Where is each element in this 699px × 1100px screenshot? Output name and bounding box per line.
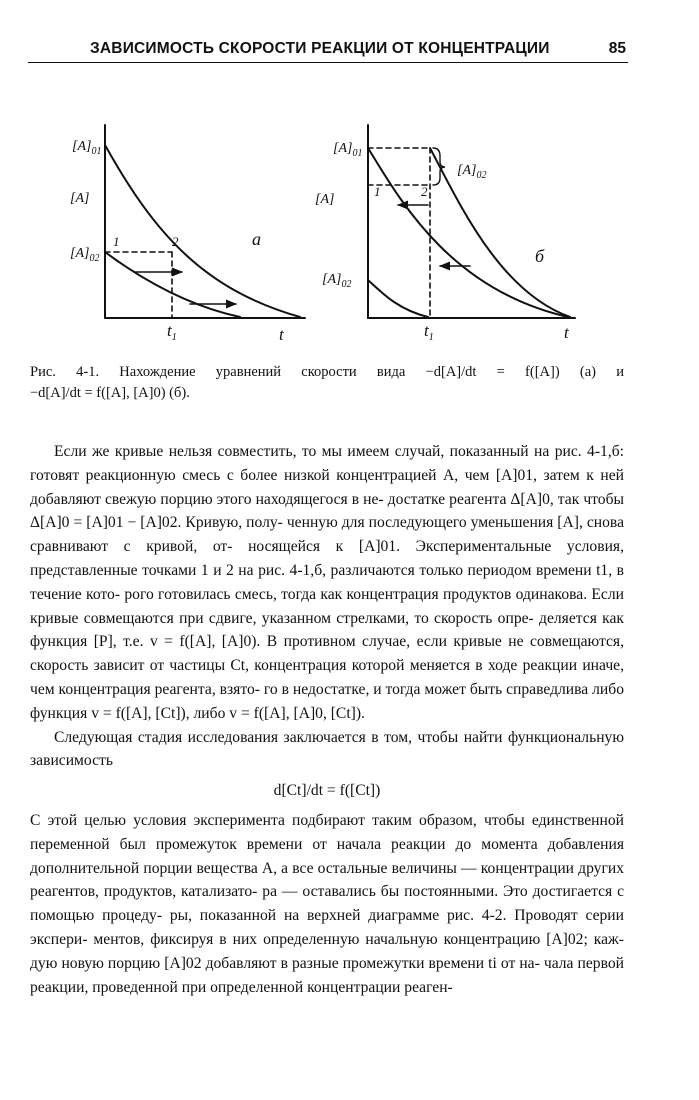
line: кривые не совмещаются, скорость зависит от частицы Сt, концентрация bbox=[30, 633, 624, 675]
line: го в недостатке, и тогда может быть справедлива либо функция bbox=[30, 680, 624, 722]
panel-a-letter: a bbox=[252, 229, 261, 249]
page-number: 85 bbox=[608, 40, 626, 57]
line: которой меняется в ходе реакции иначе, чем концентрация реагента, взято- bbox=[30, 657, 624, 698]
panel-a-label-A02: $[A]_{02}$ bbox=[70, 246, 100, 264]
line: дую новую порцию [А]02 добавляют в разные промежутки времени ti от на- bbox=[30, 954, 540, 972]
panel-a-t1: $t_1$ bbox=[167, 321, 177, 343]
line: чала первой реакции, проведенной при определенной концентрации реаген- bbox=[30, 954, 624, 996]
line: ра — оставались бы постоянными. Это достигается с помощью процеду- bbox=[30, 883, 624, 925]
panel-b bbox=[368, 125, 575, 318]
line: С этой целью условия эксперимента подбирают таким образом, чтобы bbox=[30, 811, 525, 829]
line: рис. 4-1,б: готовят реакционную смесь с более низкой концентрацией А, bbox=[30, 443, 624, 484]
panel-b-label-A01: $[A]_{01}$ bbox=[333, 141, 363, 159]
line: носящейся к [А]01. Экспериментальные условия, представленные точками 1 bbox=[30, 538, 624, 579]
line: величины — концентрации других реагентов, продуктов, катализато- bbox=[30, 859, 625, 901]
caption-line-2: −d[A]/dt = f([A], [A]0) (б). bbox=[30, 385, 190, 401]
caption-line-1: Рис. 4-1. Нахождение уравнений скорости вида −d[A]/dt = f([A]) (a) и bbox=[30, 364, 624, 380]
line: чем [А]01, затем к ней добавляют свежую порцию этого находящегося в не- bbox=[30, 466, 624, 508]
panel-a bbox=[105, 125, 305, 318]
line: и 2 на рис. 4-1,б, различаются только периодом времени t1, в течение кото- bbox=[30, 561, 624, 603]
panel-b-label-A: [A] bbox=[315, 192, 335, 207]
paragraph-2 bbox=[30, 726, 624, 774]
panel-a-t: t bbox=[279, 325, 284, 344]
line: единственной переменной был промежуток времени от начала реакции до bbox=[30, 811, 624, 853]
paragraph-1 bbox=[30, 440, 624, 726]
panel-b-point-1: 1 bbox=[374, 184, 381, 199]
panel-a-label-A: [A] bbox=[70, 191, 90, 206]
panel-b-curve-lower bbox=[368, 280, 428, 317]
paragraph-3 bbox=[30, 809, 624, 999]
running-title: ЗАВИСИМОСТЬ СКОРОСТИ РЕАКЦИИ ОТ КОНЦЕНТРАЦИИ bbox=[90, 40, 550, 57]
panel-b-t1: $t_1$ bbox=[424, 321, 434, 343]
panel-b-point-2: 2 bbox=[421, 184, 428, 199]
line: ментов, фиксируя в них определенную начальную концентрацию [А]02; каж- bbox=[93, 930, 624, 948]
body-text bbox=[30, 440, 624, 999]
figure-caption bbox=[30, 362, 624, 404]
panel-b-t: t bbox=[564, 323, 569, 342]
panel-b-label-A02-brace: $[A]_{02}$ bbox=[457, 163, 487, 181]
line: функциональную зависимость bbox=[30, 728, 624, 770]
panel-a-point-2: 2 bbox=[172, 234, 179, 249]
line: Если же кривые нельзя совместить, то мы имеем случай, показанный на bbox=[54, 443, 550, 460]
line: деляется как функция [Р], т.е. v = f([A], [A]0). В противном случае, если bbox=[30, 609, 624, 651]
figure-4-1 bbox=[0, 110, 699, 350]
line: ры, показанной на верхней диаграмме рис. 4-2. Проводят серии экспери- bbox=[30, 907, 624, 948]
line: момента добавления дополнительной порции вещества А, а все остальные bbox=[30, 835, 624, 877]
line: рого готовилась смесь, тогда как концентрация продуктов одинакова. Если bbox=[124, 585, 624, 603]
line: достатке реагента Δ[А]0, так чтобы Δ[А]0 = [А]01 − [А]02. Кривую, полу- bbox=[30, 490, 624, 532]
line: Следующая стадия исследования заключается в том, чтобы найти bbox=[54, 728, 503, 746]
line: ченную для последующего уменьшения [А], снова сравнивают с кривой, от- bbox=[30, 514, 624, 556]
line: кривые совмещаются при сдвиге, указанном стрелками, то скорость опре- bbox=[30, 609, 534, 627]
line: v = f([A], [Ct]), либо v = f([A], [A]0, [Ct]). bbox=[91, 704, 365, 722]
running-header bbox=[28, 38, 628, 63]
panel-a-curve-upper bbox=[105, 145, 300, 317]
panel-a-point-1: 1 bbox=[113, 234, 120, 249]
panel-a-label-A01: $[A]_{01}$ bbox=[72, 139, 102, 157]
panel-b-letter: б bbox=[535, 246, 545, 266]
panel-b-label-A02: $[A]_{02}$ bbox=[322, 272, 352, 290]
formula: d[Ct]/dt = f([Ct]) bbox=[273, 782, 381, 800]
